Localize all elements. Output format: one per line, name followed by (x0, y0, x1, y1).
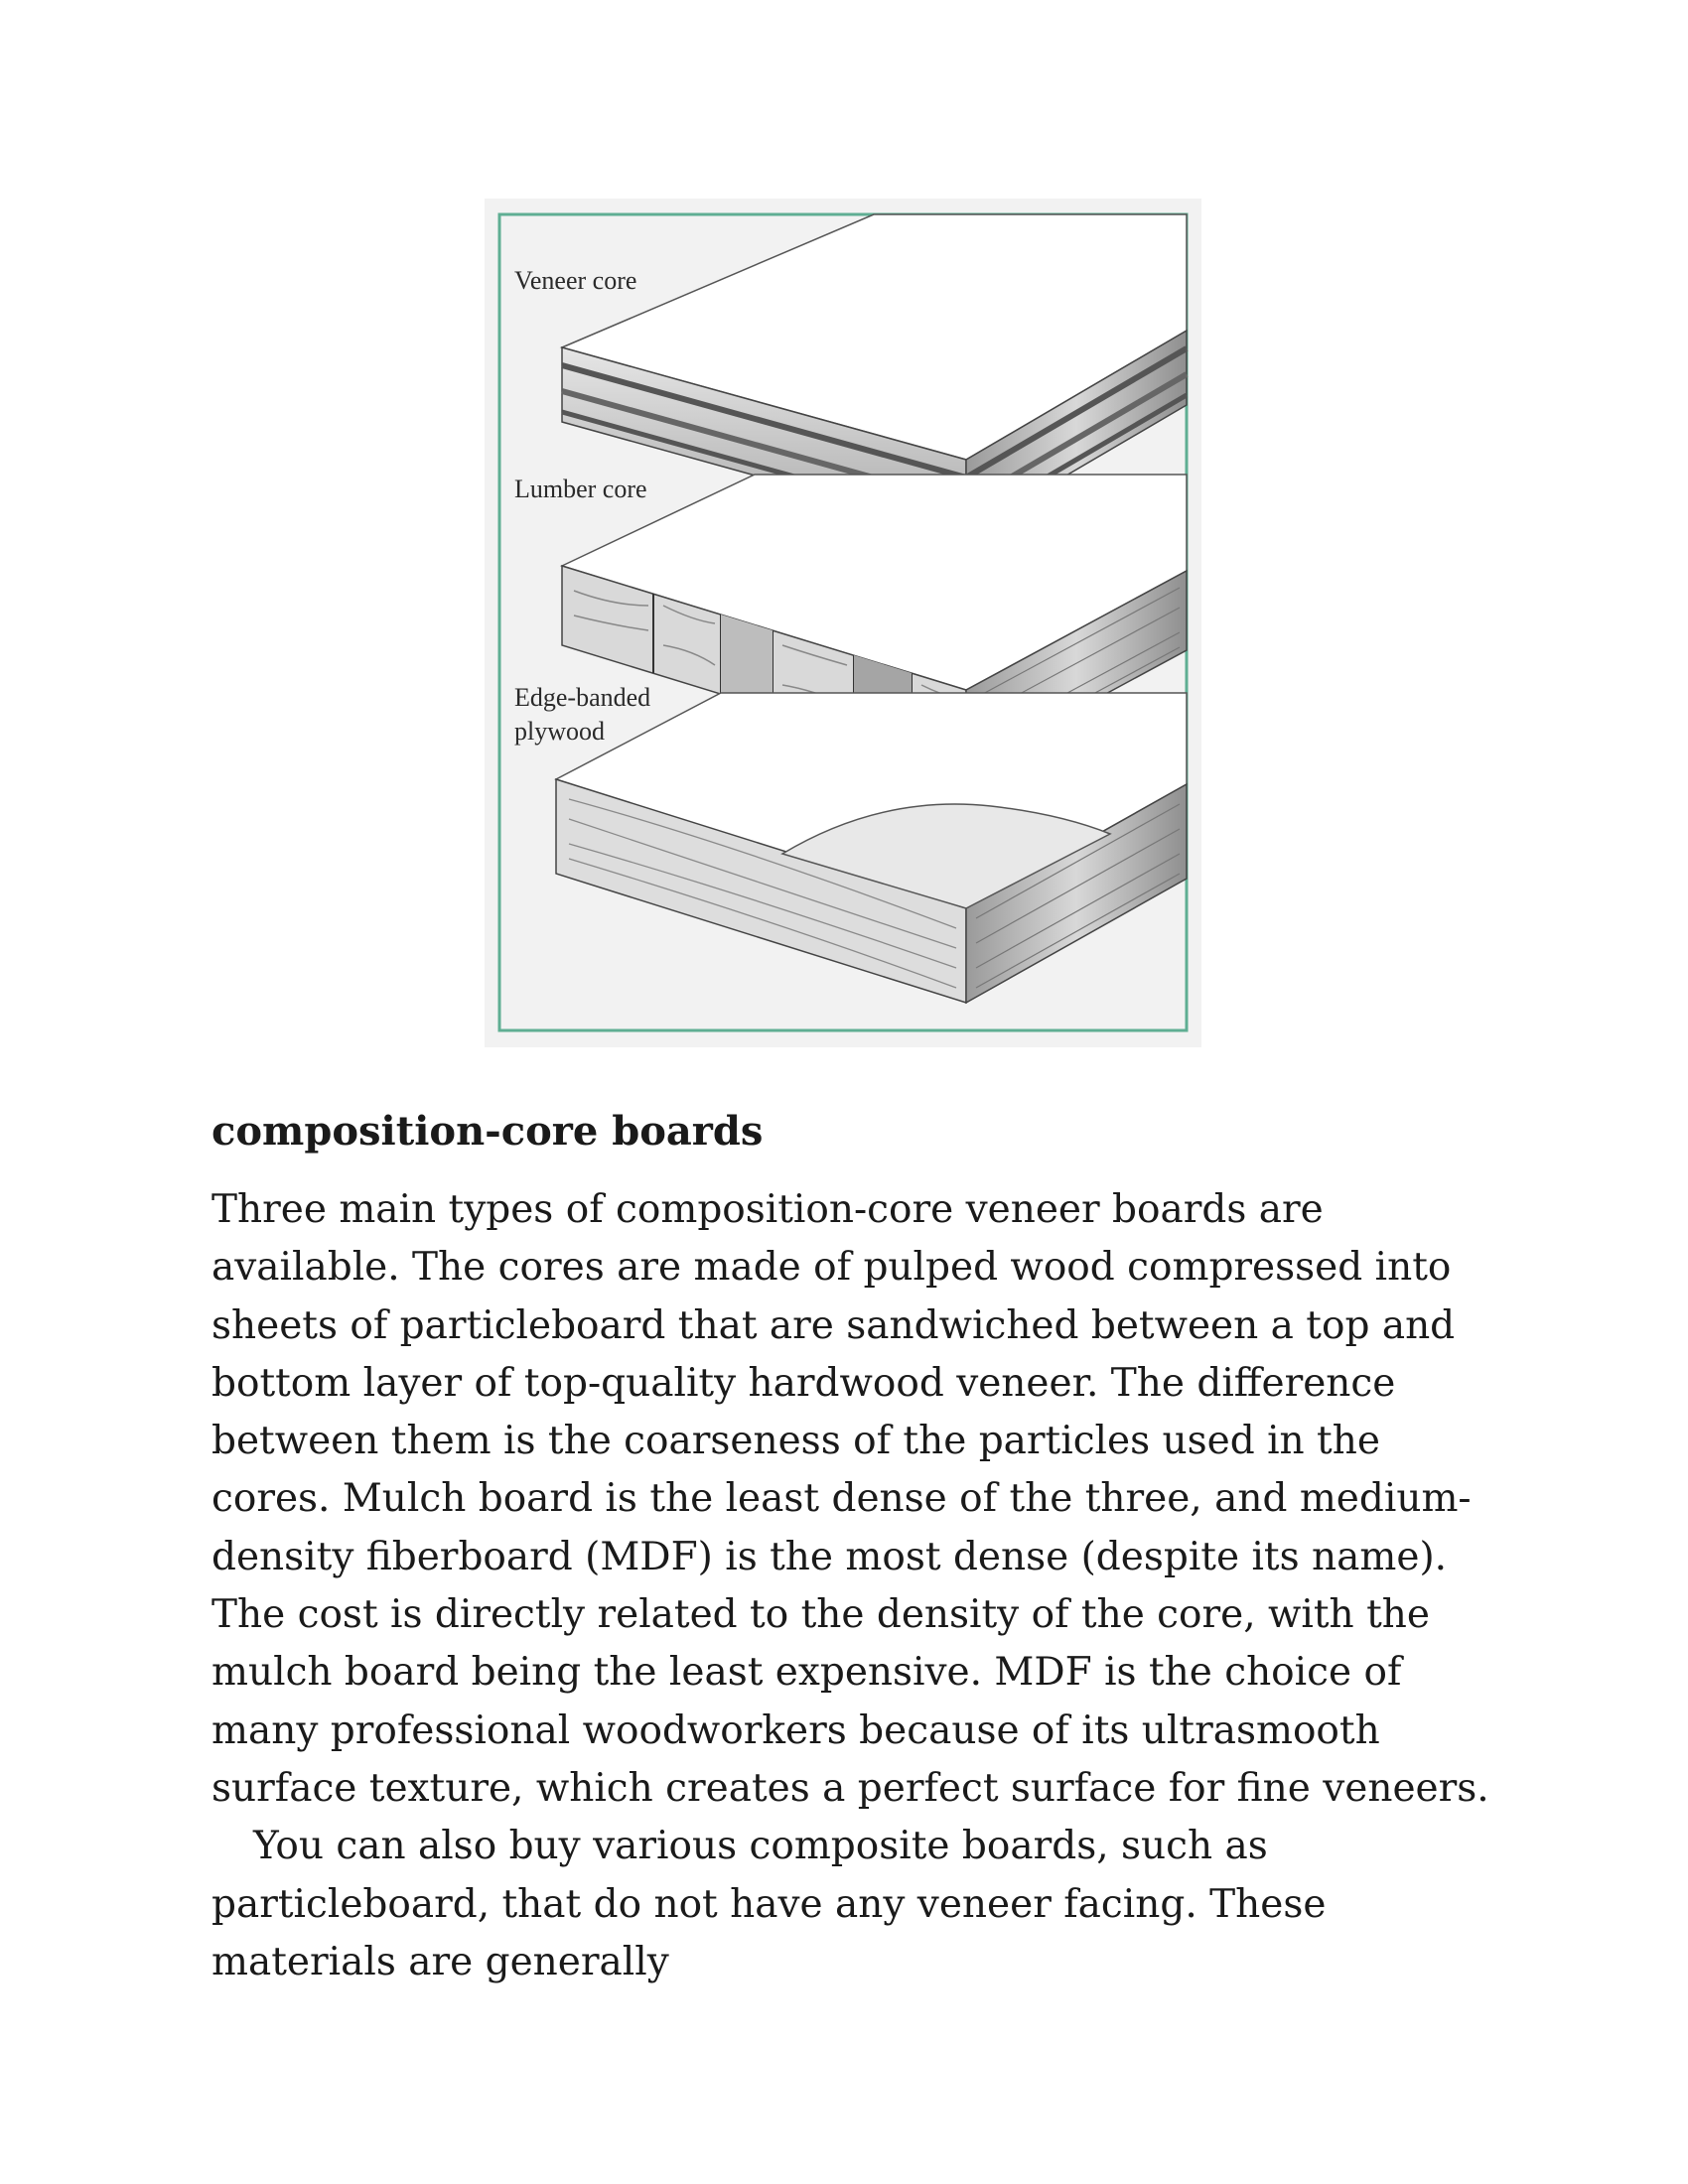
label-edge-banded: Edge-banded (514, 683, 651, 712)
section-body (211, 1181, 1502, 1991)
label-plywood: plywood (514, 717, 605, 746)
paragraph-composition-cores: Three main types of composition-core veneer boards are available. The cores are made of pulped wood compressed into sheets of particleboard that are sandwiched between a top and bottom layer of top-quality hardwood veneer. The difference between them is the coarseness of the particles used in the cores. Mulch board is the least dense of the three, and medium-density fiberboard (MDF) is the most dense (despite its name). The cost is directly related to the density of the core, with the mulch board being the least expensive. MDF is the choice of many professional woodworkers because of its ultrasmooth surface texture, which creates a perfect surface for fine veneers. (211, 1187, 1489, 1811)
label-lumber-core: Lumber core (514, 475, 647, 503)
edge-banded-board (556, 693, 1187, 1003)
board-cross-sections-drawing (485, 199, 1201, 1047)
section-heading: composition-core boards (211, 1108, 764, 1155)
paragraph-composite-boards: You can also buy various composite boards, such as particleboard, that do not have any veneer facing. These materials are generally (211, 1824, 1327, 1984)
label-veneer-core: Veneer core (514, 266, 637, 295)
plywood-cores-illustration (485, 199, 1201, 1047)
